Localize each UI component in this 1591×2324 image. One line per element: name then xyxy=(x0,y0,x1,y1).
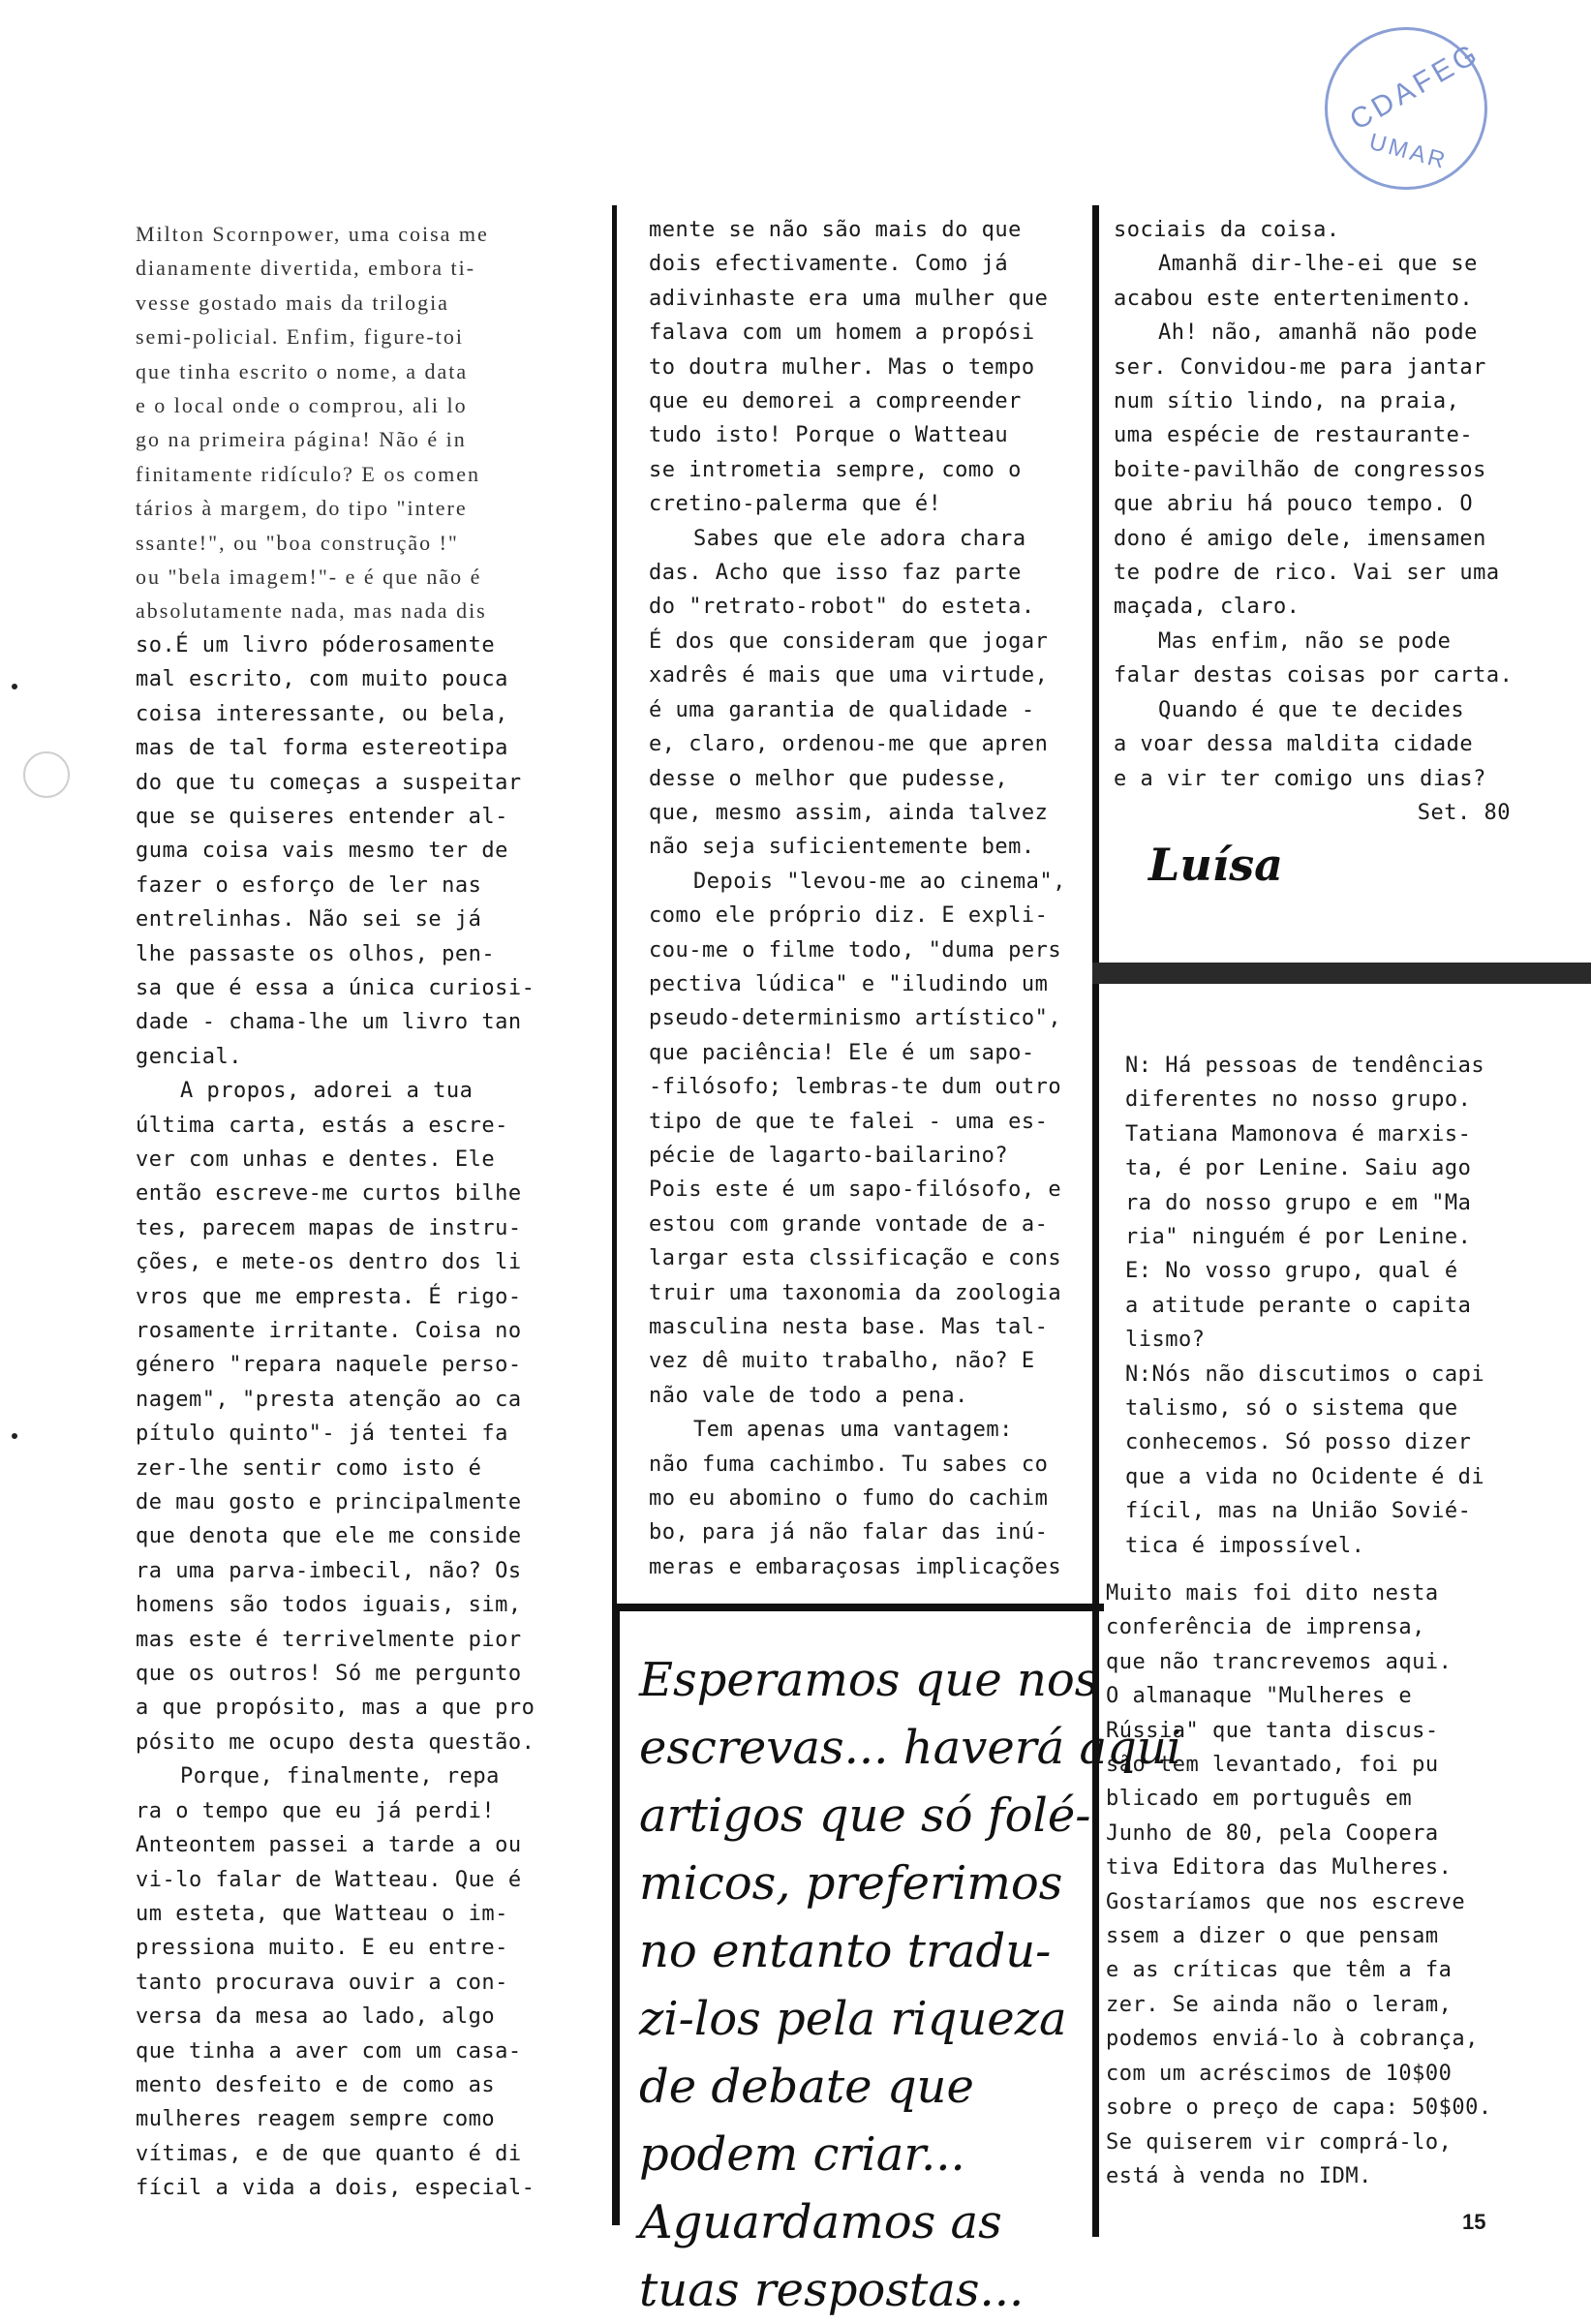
handwritten-line: artigos que só folé- xyxy=(639,1789,1091,1843)
text-line: masculina nesta base. Mas tal- xyxy=(649,1315,1049,1339)
text-line: tudo isto! Porque o Watteau xyxy=(649,423,1009,448)
text-line: num sítio lindo, na praia, xyxy=(1114,389,1460,414)
letter-date: Set. 80 xyxy=(1417,800,1511,825)
text-line: que abriu há pouco tempo. O xyxy=(1114,492,1474,517)
text-line: rosamente irritante. Coisa no xyxy=(136,1319,522,1343)
text-line: Pois este é um sapo-filósofo, e xyxy=(649,1177,1062,1203)
interview-column xyxy=(1125,1049,1551,1563)
text-line: ssante!", ou "boa construção !" xyxy=(136,530,459,555)
letter-column-2 xyxy=(649,213,1075,1584)
text-line: cretino-palerma que é! xyxy=(649,492,942,517)
text-line: mal escrito, com muito pouca xyxy=(136,667,508,692)
text-line: -filósofo; lembras-te dum outro xyxy=(649,1075,1062,1100)
text-line: zer-lhe sentir como isto é xyxy=(136,1455,482,1481)
text-line: ver com unhas e dentes. Ele xyxy=(136,1147,496,1172)
text-line: to doutra mulher. Mas o tempo xyxy=(649,354,1035,380)
text-line: maçada, claro. xyxy=(1114,595,1300,620)
text-line: vros que me empresta. É rigo- xyxy=(136,1284,522,1309)
text-line: vez dê muito trabalho, não? E xyxy=(649,1349,1035,1374)
text-line: mento desfeito e de como as xyxy=(136,2072,496,2097)
text-line: Amanhã dir-lhe-ei que se xyxy=(1158,252,1478,277)
handwritten-line: tuas respostas... xyxy=(639,2263,1025,2317)
text-line: pectiva lúdica" e "iludindo um xyxy=(649,971,1049,996)
text-line: como ele próprio diz. E expli- xyxy=(649,903,1049,929)
text-line: pítulo quinto"- já tentei fa xyxy=(136,1422,508,1447)
text-line: dois efectivamente. Como já xyxy=(649,252,1009,277)
text-line: mulheres reagem sempre como xyxy=(136,2107,496,2132)
text-line: última carta, estás a escre- xyxy=(136,1113,508,1138)
text-line: ra o tempo que eu já perdi! xyxy=(136,1798,496,1823)
text-line: com um acréscimos de 10$00 xyxy=(1106,2061,1453,2086)
margin-dot xyxy=(12,1433,17,1439)
text-line: ra do nosso grupo e em "Ma xyxy=(1125,1190,1472,1215)
text-line: so.É um livro póderosamente xyxy=(136,632,496,657)
text-line: podemos enviá-lo à cobrança, xyxy=(1106,2027,1479,2052)
handwritten-line: podem criar... xyxy=(639,2127,965,2182)
archive-stamp xyxy=(1325,27,1487,190)
text-line: do que tu começas a suspeitar xyxy=(136,770,522,795)
text-line: Milton Scornpower, uma coisa me xyxy=(136,222,489,246)
text-line: te podre de rico. Vai ser uma xyxy=(1114,561,1500,586)
text-line: fazer o esforço de ler nas xyxy=(136,872,482,898)
text-line: ou "bela imagem!"- e é que não é xyxy=(136,565,482,590)
text-line: vi-lo falar de Watteau. Que é xyxy=(136,1867,522,1892)
text-line: ssem a dizer o que pensam xyxy=(1106,1924,1439,1949)
text-line: a atitude perante o capita xyxy=(1125,1293,1472,1318)
text-line: dono é amigo dele, imensamen xyxy=(1114,526,1486,551)
text-line: uma espécie de restaurante- xyxy=(1114,423,1474,448)
handwritten-line: de debate que xyxy=(639,2060,974,2114)
text-line: blicado em português em xyxy=(1106,1787,1413,1812)
text-line: que paciência! Ele é um sapo- xyxy=(649,1040,1035,1065)
text-line: Quando é que te decides xyxy=(1158,697,1465,722)
text-line: e a vir ter comigo uns dias? xyxy=(1114,766,1486,791)
text-line: Mas enfim, não se pode xyxy=(1158,628,1452,654)
text-line: ra uma parva-imbecil, não? Os xyxy=(136,1558,522,1583)
stamp-bottom-text: UMAR xyxy=(1366,128,1451,175)
text-line: fícil a vida a dois, especial- xyxy=(136,2176,535,2201)
text-line: nagem", "presta atenção ao ca xyxy=(136,1387,522,1412)
text-line: absolutamente nada, mas nada dis xyxy=(136,598,487,624)
handwritten-line: zi-los pela riqueza xyxy=(639,1992,1067,2046)
letter-column-1 xyxy=(136,217,562,2206)
handwritten-line: escrevas... haverá aqui xyxy=(639,1721,1182,1775)
text-line: das. Acho que isso faz parte xyxy=(649,561,1022,586)
text-line: Sabes que ele adora chara xyxy=(693,526,1026,551)
text-line: finitamente ridículo? E os comen xyxy=(136,461,481,486)
text-line: N:Nós não discutimos o capi xyxy=(1125,1361,1485,1387)
text-line: que tinha a aver com um casa- xyxy=(136,2038,522,2064)
text-line: ções, e mete-os dentro dos li xyxy=(136,1250,522,1275)
text-line: xadrês é mais que uma virtude, xyxy=(649,663,1049,688)
text-line: tanto procurava ouvir a con- xyxy=(136,1970,508,1995)
handwritten-note xyxy=(639,1646,1182,2324)
text-line: lhe passaste os olhos, pen- xyxy=(136,941,496,966)
text-line: Se quiserem vir comprá-lo, xyxy=(1106,2129,1453,2155)
text-line: que não trancrevemos aqui. xyxy=(1106,1649,1453,1674)
text-line: E: No vosso grupo, qual é xyxy=(1125,1259,1458,1284)
text-line: entrelinhas. Não sei se já xyxy=(136,907,482,933)
text-line: é uma garantia de qualidade - xyxy=(649,697,1035,722)
note-box-top-border xyxy=(612,1604,1104,1611)
text-line: que denota que ele me conside xyxy=(136,1524,522,1549)
text-line: desse o melhor que pudesse, xyxy=(649,766,1009,791)
text-line: do "retrato-robot" do esteta. xyxy=(649,595,1035,620)
text-line: a voar dessa maldita cidade xyxy=(1114,732,1474,757)
text-line: vesse gostado mais da trilogia xyxy=(136,290,449,315)
closing-note-column xyxy=(1106,1576,1532,2193)
stamp-top-text: CDAFEG xyxy=(1344,37,1486,138)
text-line: não seja suficientemente bem. xyxy=(649,835,1035,860)
text-line: tários à margem, do tipo "intere xyxy=(136,496,468,521)
text-line: adivinhaste era uma mulher que xyxy=(649,286,1049,311)
text-line: sociais da coisa. xyxy=(1114,218,1340,242)
text-line: de mau gosto e principalmente xyxy=(136,1490,522,1515)
horizontal-band xyxy=(1092,963,1591,984)
text-line: largar esta clssificação e cons xyxy=(649,1246,1062,1271)
text-line: que os outros! Só me pergunto xyxy=(136,1662,522,1687)
text-line: semi-policial. Enfim, figure-toi xyxy=(136,324,464,350)
text-line: cou-me o filme todo, "duma pers xyxy=(649,937,1062,963)
text-line: e o local onde o comprou, ali lo xyxy=(136,393,468,418)
punch-hole xyxy=(23,751,70,798)
text-line: tipo de que te falei - uma es- xyxy=(649,1109,1049,1134)
text-line: versa da mesa ao lado, algo xyxy=(136,2004,496,2030)
text-line: talismo, só o sistema que xyxy=(1125,1396,1458,1422)
text-line: pécie de lagarto-bailarino? xyxy=(649,1143,1009,1168)
text-line: se intrometia sempre, como o xyxy=(649,457,1022,482)
text-line: gencial. xyxy=(136,1044,242,1069)
text-line: dade - chama-lhe um livro tan xyxy=(136,1010,522,1035)
handwritten-line: Esperamos que nos xyxy=(639,1653,1099,1707)
handwritten-line: micos, preferimos xyxy=(639,1856,1063,1911)
text-line: falar destas coisas por carta. xyxy=(1114,663,1514,688)
text-line: N: Há pessoas de tendências xyxy=(1125,1054,1485,1078)
text-line: e, claro, ordenou-me que apren xyxy=(649,732,1049,757)
text-line: boite-pavilhão de congressos xyxy=(1114,457,1486,482)
handwritten-line: no entanto tradu- xyxy=(639,1924,1052,1978)
text-line: Depois "levou-me ao cinema", xyxy=(693,869,1066,894)
text-line: tica é impossível. xyxy=(1125,1533,1365,1558)
text-line: então escreve-me curtos bilhe xyxy=(136,1181,522,1207)
text-line: não vale de todo a pena. xyxy=(649,1383,968,1408)
column-divider xyxy=(612,205,617,1609)
text-line: estou com grande vontade de a- xyxy=(649,1211,1049,1237)
text-line: Ah! não, amanhã não pode xyxy=(1158,321,1478,346)
signature: Luísa xyxy=(1148,839,1283,891)
text-line: que, mesmo assim, ainda talvez xyxy=(649,800,1049,825)
text-line: tes, parecem mapas de instru- xyxy=(136,1215,522,1240)
text-line: Tem apenas uma vantagem: xyxy=(693,1418,1013,1443)
handwritten-line: Aguardamos as xyxy=(639,2195,1002,2249)
text-line: bo, para já não falar das inú- xyxy=(649,1520,1049,1545)
text-line: pósito me ocupo desta questão. xyxy=(136,1729,535,1755)
text-line: dianamente divertida, embora ti- xyxy=(136,256,476,281)
text-line: mas este é terrivelmente pior xyxy=(136,1627,522,1652)
text-line: pressiona muito. E eu entre- xyxy=(136,1936,508,1961)
text-line: conhecemos. Só posso dizer xyxy=(1125,1430,1472,1455)
text-line: fícil, mas na União Sovié- xyxy=(1125,1499,1472,1524)
text-line: Tatiana Mamonova é marxis- xyxy=(1125,1121,1472,1147)
text-line: diferentes no nosso grupo. xyxy=(1125,1087,1472,1113)
text-line: falava com um homem a propósi xyxy=(649,321,1035,346)
text-line: meras e embaraçosas implicações xyxy=(649,1554,1062,1579)
text-line: go na primeira página! Não é in xyxy=(136,427,467,452)
text-line: Rússia" que tanta discus- xyxy=(1106,1718,1439,1743)
text-line: conferência de imprensa, xyxy=(1106,1615,1425,1640)
text-line: O almanaque "Mulheres e xyxy=(1106,1684,1413,1709)
text-line: vítimas, e de que quanto é di xyxy=(136,2141,522,2166)
text-line: coisa interessante, ou bela, xyxy=(136,701,508,726)
text-line: Muito mais foi dito nesta xyxy=(1106,1581,1439,1605)
text-line: mo eu abomino o fumo do cachim xyxy=(649,1486,1049,1512)
note-box-left-border xyxy=(612,1605,620,2225)
text-line: homens são todos iguais, sim, xyxy=(136,1593,522,1618)
text-line: a que propósito, mas a que pro xyxy=(136,1696,535,1721)
letter-column-3 xyxy=(1114,213,1540,830)
text-line: A propos, adorei a tua xyxy=(180,1079,474,1104)
page-number: 15 xyxy=(1462,2210,1486,2234)
text-line: acabou este entertenimento. xyxy=(1114,286,1474,311)
text-line: que a vida no Ocidente é di xyxy=(1125,1464,1485,1489)
text-line: mente se não são mais do que xyxy=(649,218,1022,242)
text-line: Anteontem passei a tarde a ou xyxy=(136,1833,522,1858)
text-line: truir uma taxonomia da zoologia xyxy=(649,1280,1062,1305)
text-line: Junho de 80, pela Coopera xyxy=(1106,1820,1439,1846)
text-line: Gostaríamos que nos escreve xyxy=(1106,1889,1466,1914)
text-line: género "repara naquele perso- xyxy=(136,1353,522,1378)
text-line: está à venda no IDM. xyxy=(1106,2163,1372,2188)
text-line: zer. Se ainda não o leram, xyxy=(1106,1992,1453,2017)
text-line: não fuma cachimbo. Tu sabes co xyxy=(649,1452,1049,1477)
text-line: Porque, finalmente, repa xyxy=(180,1764,500,1789)
text-line: ta, é por Lenine. Saiu ago xyxy=(1125,1156,1472,1181)
text-line: ser. Convidou-me para jantar xyxy=(1114,354,1486,380)
text-line: É dos que consideram que jogar xyxy=(649,628,1049,654)
text-line: que tinha escrito o nome, a data xyxy=(136,358,469,383)
text-line: sobre o preço de capa: 50$00. xyxy=(1106,2095,1492,2121)
text-line: que se quiseres entender al- xyxy=(136,804,508,829)
text-line: guma coisa vais mesmo ter de xyxy=(136,839,508,864)
text-line: ria" ninguém é por Lenine. xyxy=(1125,1225,1472,1250)
text-line: que eu demorei a compreender xyxy=(649,389,1022,414)
text-line: são tem levantado, foi pu xyxy=(1106,1753,1439,1778)
text-line: um esteta, que Watteau o im- xyxy=(136,1901,508,1926)
text-line: lismo? xyxy=(1125,1328,1206,1353)
text-line: sa que é essa a única curiosi- xyxy=(136,975,535,1000)
text-line: pseudo-determinismo artístico", xyxy=(649,1006,1062,1031)
text-line: e as críticas que têm a fa xyxy=(1106,1958,1453,1983)
text-line: mas de tal forma estereotipa xyxy=(136,736,508,761)
text-line: tiva Editora das Mulheres. xyxy=(1106,1855,1453,1881)
margin-dot xyxy=(12,684,17,689)
